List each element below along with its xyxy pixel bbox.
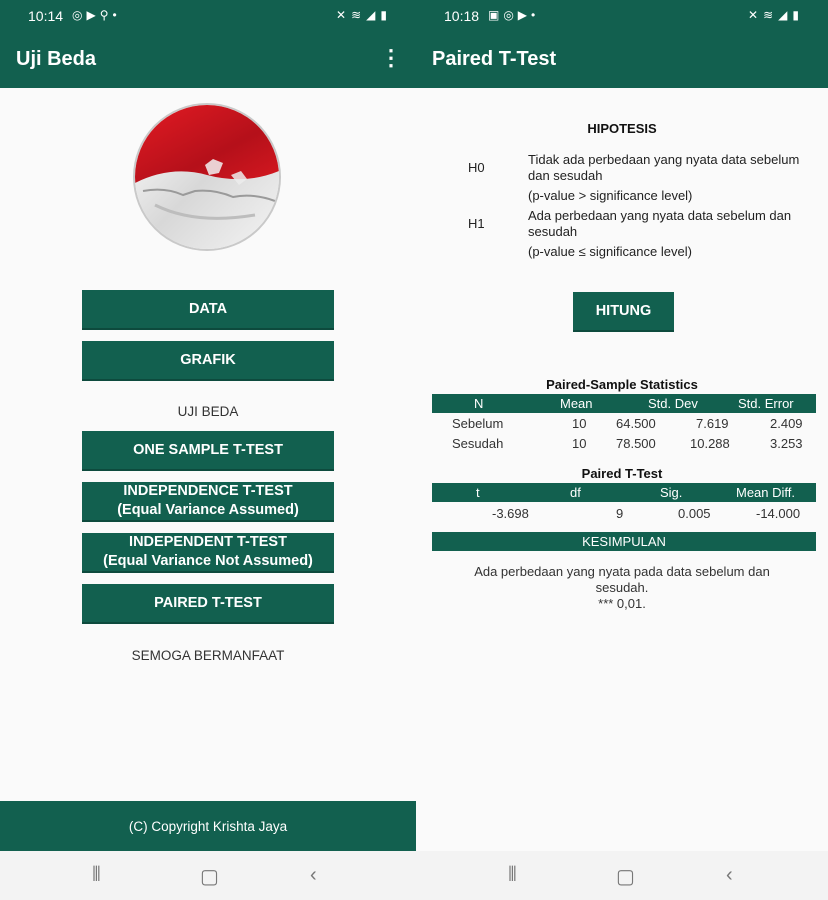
stats-row-mean: 78.500 <box>616 436 656 451</box>
status-time: 10:14 <box>28 8 64 24</box>
paired-ttest-screen <box>416 0 828 900</box>
grafik-button[interactable] <box>82 341 334 381</box>
back-icon[interactable]: ‹ <box>726 864 733 886</box>
indonesia-flag-logo <box>133 103 281 251</box>
app-bar <box>0 33 416 88</box>
one-sample-label: ONE SAMPLE T-TEST <box>133 441 283 458</box>
system-icons: ✕≋◢▮ <box>336 8 392 22</box>
h0-text: Tidak ada perbedaan yang nyata data sebelum dan sesudah <box>528 152 800 183</box>
more-vert-icon[interactable]: ⋮ <box>380 45 402 70</box>
data-button-label: DATA <box>188 300 228 317</box>
kesimpulan-note: *** 0,01. <box>598 596 646 611</box>
h1-condition: (p-value ≤ significance level) <box>528 244 692 259</box>
flag-map-icon <box>135 105 279 249</box>
stats-row-sd: 10.288 <box>690 436 730 451</box>
status-time-right: 10:18 <box>444 8 480 24</box>
nav-bar <box>0 851 416 900</box>
ttest-header-sig: Sig. <box>660 485 683 500</box>
footer-bar <box>0 801 416 851</box>
ttest-title: Paired T-Test <box>581 466 663 481</box>
ttest-header <box>432 483 816 502</box>
stats-row-n: 10 <box>572 416 587 431</box>
ttest-header-t: t <box>476 485 480 500</box>
independence-label-line1: INDEPENDENCE T-TEST <box>123 483 293 499</box>
one-sample-ttest-button[interactable] <box>82 431 334 471</box>
status-bar-right <box>416 0 828 33</box>
system-icons-right: ✕≋◢▮ <box>748 8 804 22</box>
app-title: Uji Beda <box>16 48 97 70</box>
stats-row-mean: 64.500 <box>616 416 656 431</box>
stats-row-se: 2.409 <box>770 416 803 431</box>
home-icon[interactable]: ▢ <box>200 866 219 888</box>
kesimpulan-text: Ada perbedaan yang nyata pada data sebelum dan sesudah. <box>474 564 770 595</box>
notification-icons-right: ▣◎▶• <box>488 8 540 22</box>
notification-icons: ◎▶⚲• <box>72 8 121 22</box>
ttest-md-value: -14.000 <box>756 506 801 521</box>
hipotesis-title: HIPOTESIS <box>587 121 657 136</box>
h0-label: H0 <box>468 160 485 175</box>
status-bar <box>0 0 416 33</box>
stats-row-label: Sebelum <box>452 416 504 431</box>
grafik-button-label: GRAFIK <box>180 351 236 368</box>
ttest-sig-value: 0.005 <box>678 506 711 521</box>
independent-ttest-button[interactable] <box>82 533 334 573</box>
recent-apps-icon[interactable]: ⦀ <box>92 864 101 886</box>
h1-label: H1 <box>468 216 485 231</box>
stats-row-sd: 7.619 <box>696 416 729 431</box>
paired-ttest-button[interactable] <box>82 584 334 624</box>
h0-condition: (p-value > significance level) <box>528 188 693 203</box>
independence-label-line2: (Equal Variance Assumed) <box>117 502 299 518</box>
app-bar-right <box>416 33 828 88</box>
h1-text: Ada perbedaan yang nyata data sebelum dan sesudah <box>528 208 792 239</box>
stats-header-mean: Mean <box>560 396 593 411</box>
stats-header-sd: Std. Dev <box>648 396 698 411</box>
stats-title: Paired-Sample Statistics <box>546 377 698 392</box>
ttest-t-value: -3.698 <box>492 506 529 521</box>
stats-header <box>432 394 816 413</box>
paired-label: PAIRED T-TEST <box>154 594 262 611</box>
home-icon[interactable]: ▢ <box>616 866 635 888</box>
recent-apps-icon[interactable]: ⦀ <box>508 864 517 886</box>
ttest-header-df: df <box>570 485 581 500</box>
stats-header-n: N <box>474 396 484 411</box>
independent-label-line1: INDEPENDENT T-TEST <box>129 534 287 550</box>
bottom-text: SEMOGA BERMANFAAT <box>131 648 285 663</box>
screen-title: Paired T-Test <box>432 48 557 70</box>
nav-bar-right <box>416 851 828 900</box>
data-button[interactable] <box>82 290 334 330</box>
hitung-button[interactable] <box>573 292 674 332</box>
independence-ttest-button[interactable] <box>82 482 334 522</box>
uji-beda-label: UJI BEDA <box>177 404 239 419</box>
stats-row-se: 3.253 <box>770 436 803 451</box>
stats-row-label: Sesudah <box>452 436 504 451</box>
ttest-df-value: 9 <box>616 506 624 521</box>
kesimpulan-body <box>456 564 788 612</box>
kesimpulan-title: KESIMPULAN <box>582 534 666 549</box>
stats-row-n: 10 <box>572 436 587 451</box>
stats-header-se: Std. Error <box>738 396 794 411</box>
copyright-text: (C) Copyright Krishta Jaya <box>128 818 288 834</box>
ttest-header-md: Mean Diff. <box>736 485 796 500</box>
back-icon[interactable]: ‹ <box>310 864 317 886</box>
hitung-label: HITUNG <box>595 302 652 319</box>
independent-label-line2: (Equal Variance Not Assumed) <box>103 553 313 569</box>
kesimpulan-header <box>432 532 816 551</box>
